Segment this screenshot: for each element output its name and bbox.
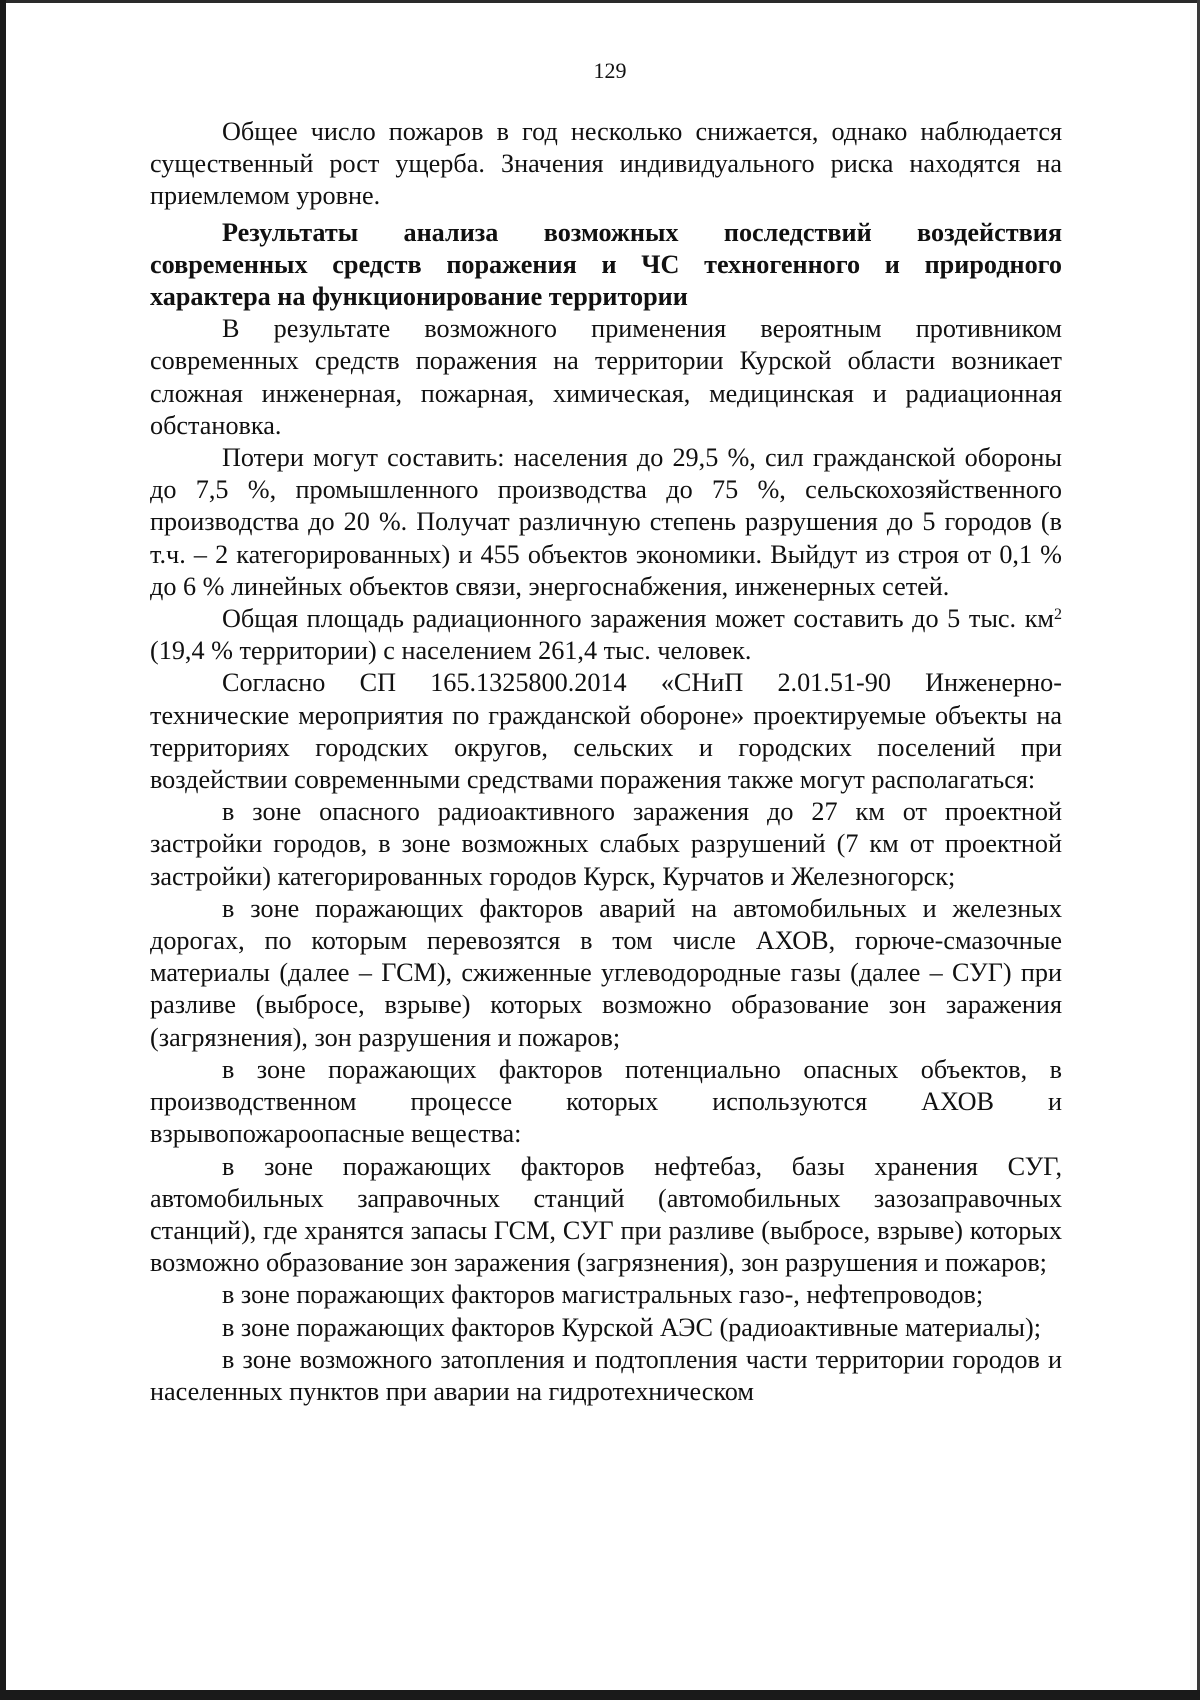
list-item-radioactive-zone: в зоне опасного радиоактивного заражения до 27 км от проектной застройки городов, в зоне возможных слабых разрушений (7 км от проектной застройки) категорированных городов Курск, Курчатов и Железногорск;: [150, 797, 1062, 891]
list-item-flooding: в зоне возможного затопления и подтопления части территории городов и населенных пунктов при аварии на гидротехническом: [150, 1344, 1062, 1406]
paragraph-situation: В результате возможного применения вероятным противником современных средств поражения на территории Курской области возникает сложная инженерная, пожарная, химическая, медицинская и радиационная обстановка.: [150, 314, 1062, 440]
contamination-text-before: Общая площадь радиационного заражения может составить до 5 тыс. км: [222, 604, 1054, 634]
list-item-transport-accidents: в зоне поражающих факторов аварий на автомобильных и железных дорогах, по которым перевозятся в том числе АХОВ, горюче-смазочные материалы (далее – ГСМ), сжиженные углеводородные газы (далее – СУГ) при разливе (выбросе, взрыве) которых возможно образование зон заражения (загрязнения), зон разрушения и пожаров;: [150, 893, 1062, 1052]
superscript-2: 2: [1054, 606, 1062, 624]
paragraph-fire-statistics: Общее число пожаров в год несколько снижается, однако наблюдается существенный рост ущерба. Значения индивидуального риска находятся на приемлемом уровне.: [150, 117, 1062, 211]
section-heading: Результаты анализа возможных последствий воздействия современных средств поражения и ЧС техногенного и природного характера на функционирование территории: [150, 217, 1062, 312]
list-item-hazardous-objects: в зоне поражающих факторов потенциально опасных объектов, в производственном процессе которых используются АХОВ и взрывопожароопасные вещества:: [150, 1054, 1062, 1149]
page-number: 129: [593, 58, 627, 83]
scan-edge-bottom: [0, 1690, 1200, 1700]
paragraph-losses: Потери могут составить: населения до 29,5 %, сил гражданской обороны до 7,5 %, промышленного производства до 75 %, сельскохозяйственного производства до 20 %. Получат различную степень разрушения до 5 городов (в т.ч. – 2 категорированных) и 455 объектов экономики. Выйдут из строя от 0,1 % до 6 % линейных объектов связи, энергоснабжения, инженерных сетей.: [150, 443, 1062, 601]
paragraph-sp-reference: Согласно СП 165.1325800.2014 «СНиП 2.01.51-90 Инженерно-технические мероприятия по гражданской обороне» проектируемые объекты на территориях городских округов, сельских и городских поселений при воздействии современными средствами поражения также могут располагаться:: [150, 668, 1062, 795]
list-item-pipelines: в зоне поражающих факторов магистральных газо-, нефтепроводов;: [222, 1280, 984, 1310]
document-body: [150, 116, 1062, 1408]
scan-edge-left: [0, 0, 6, 1700]
list-item-kursk-npp: в зоне поражающих факторов Курской АЭС (радиоактивные материалы);: [222, 1312, 1041, 1342]
scan-edge-top: [0, 0, 1200, 3]
paragraph-contamination-area: [150, 603, 1062, 667]
list-item-oil-depots: в зоне поражающих факторов нефтебаз, базы хранения СУГ, автомобильных заправочных станций (автомобильных зазозаправочных станций), где хранятся запасы ГСМ, СУГ при разливе (выбросе, взрыве) которых возможно образование зон заражения (загрязнения), зон разрушения и пожаров;: [150, 1151, 1062, 1278]
contamination-text-after: (19,4 % территории) с населением 261,4 тыс. человек.: [150, 636, 752, 666]
